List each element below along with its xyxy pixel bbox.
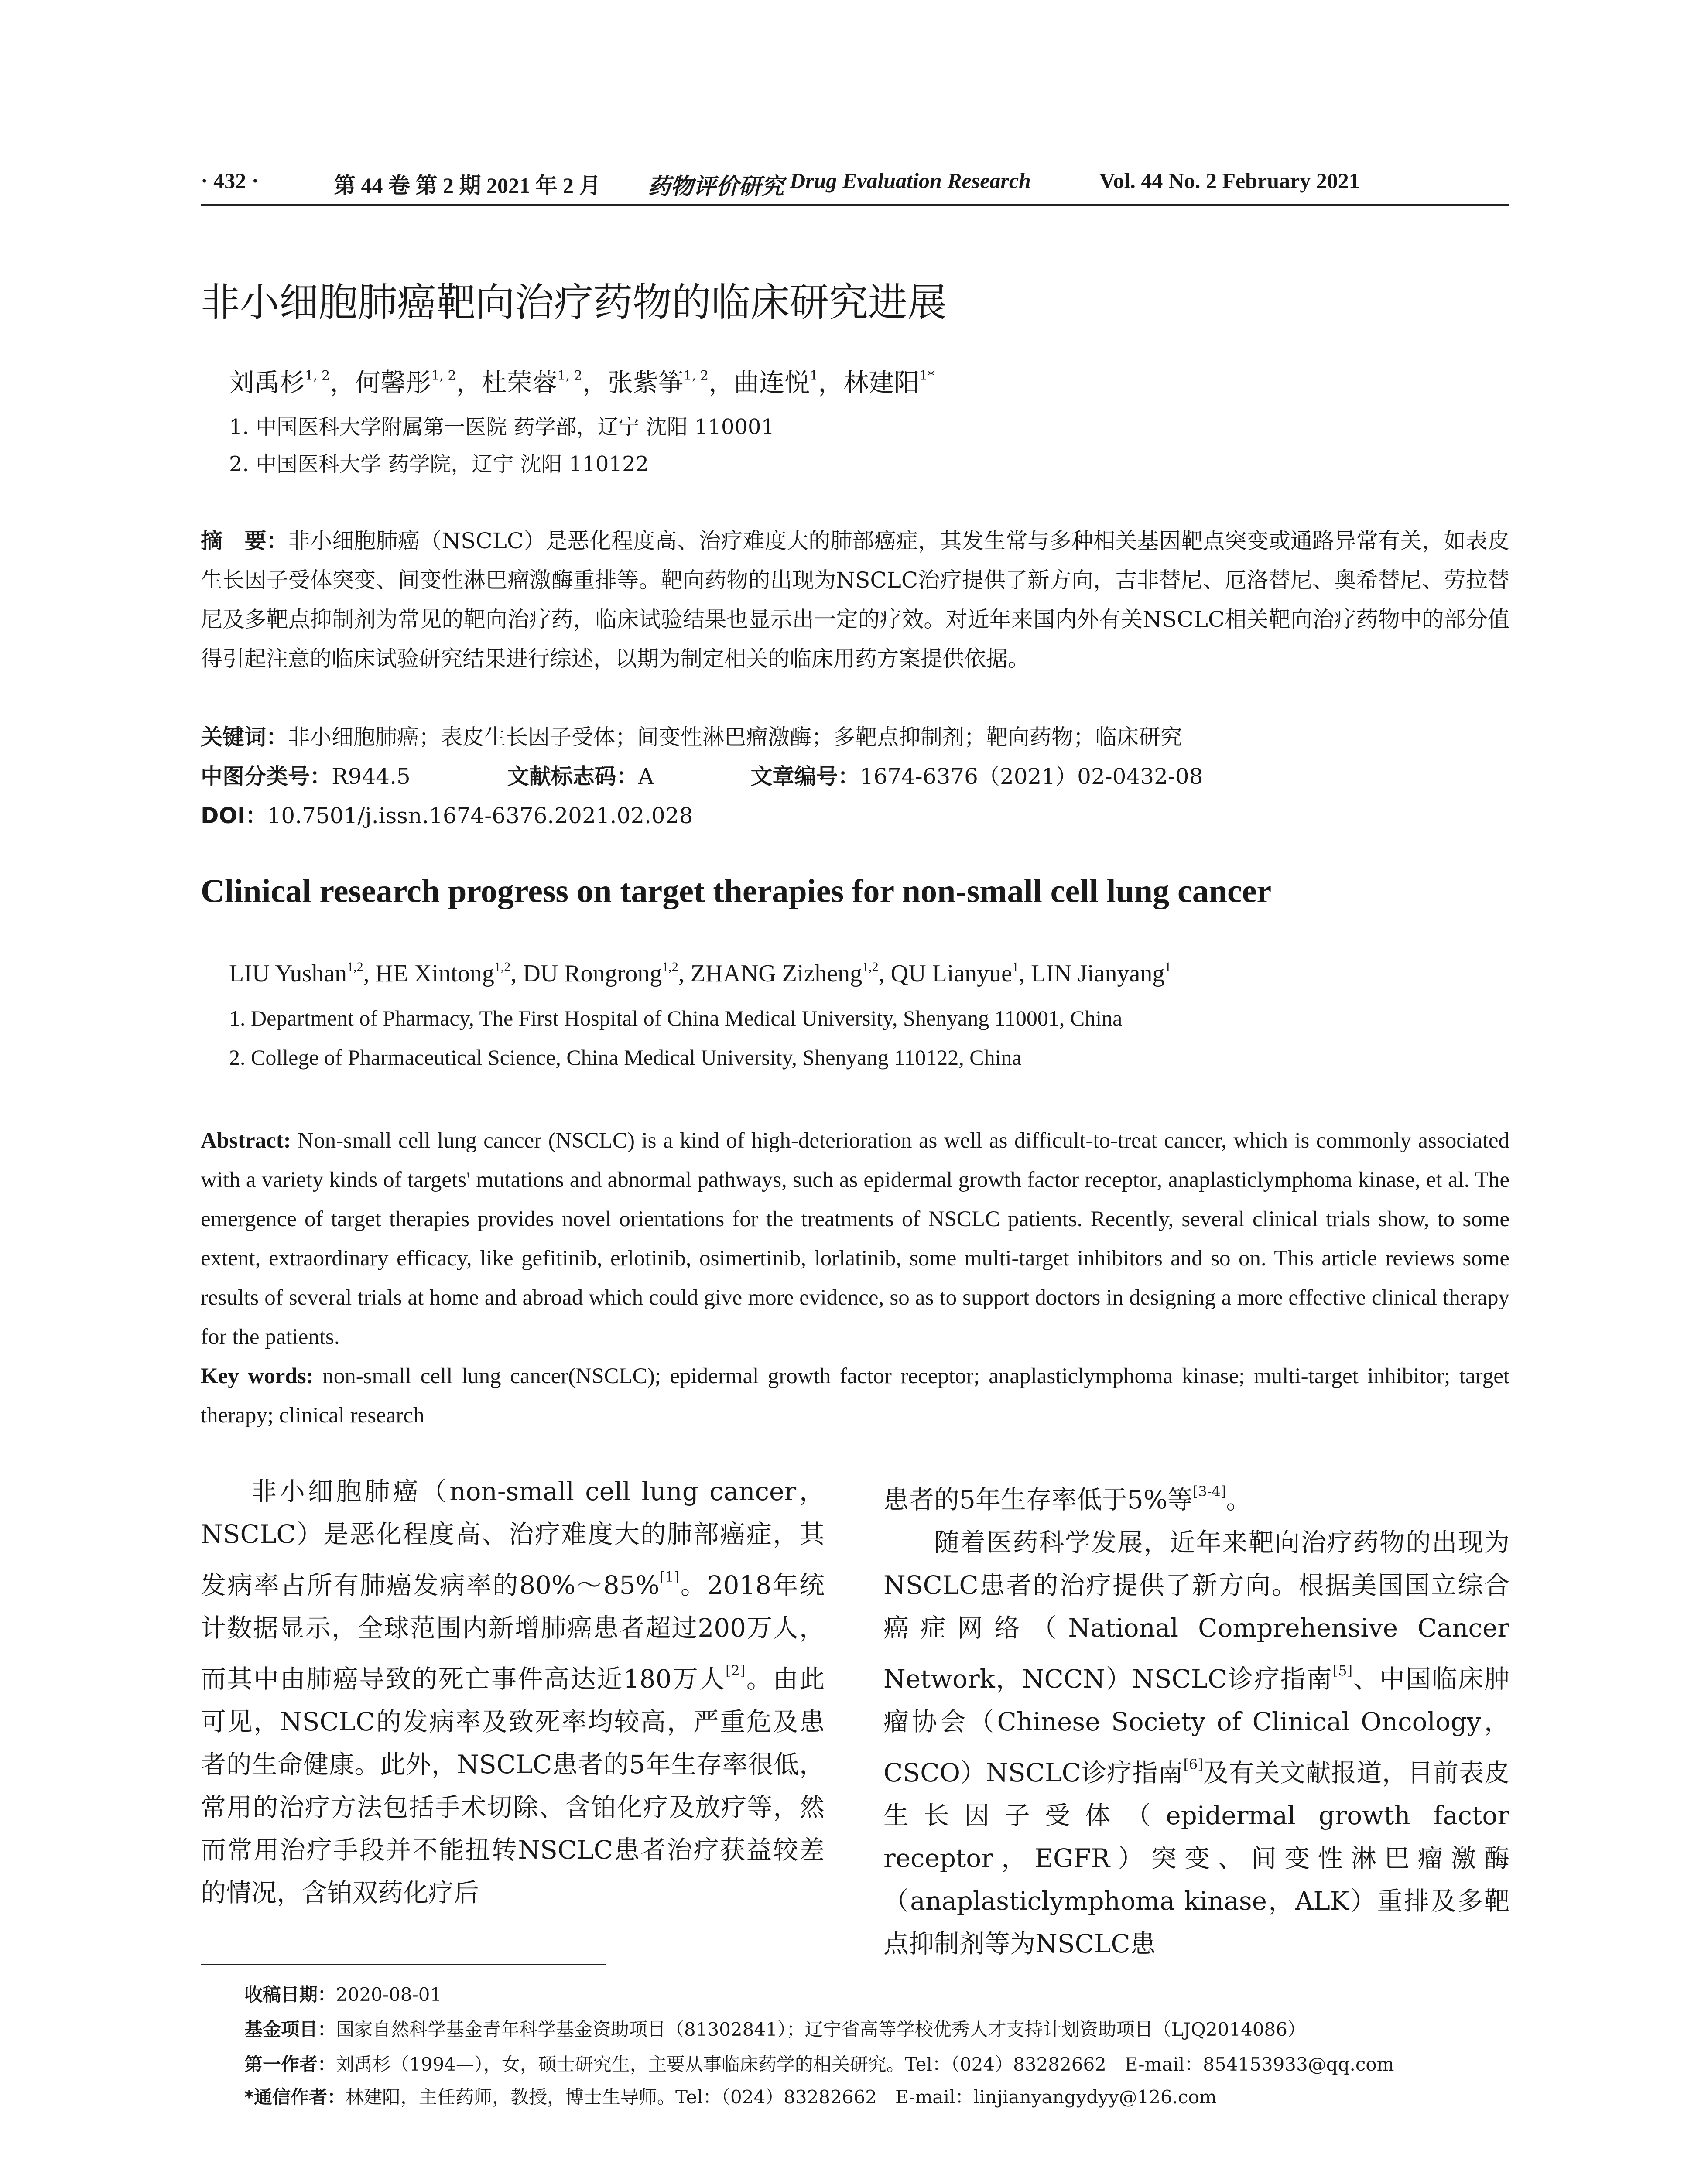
- keywords-en: [201, 1357, 1509, 1435]
- doi-line: [201, 798, 693, 830]
- body-text: 。由此可见，NSCLC的发病率及致死率均较高，严重危及患者的生命健康。此外，NSCLC患者的5年生存率很低，常用的治疗方法包括手术切除、含铂化疗及放疗等，然而常用治疗手段并不能扭转NSCLC患者治疗获益较差的情况，含铂双药化疗后: [201, 1664, 825, 1908]
- footnote-received: [244, 1980, 442, 2007]
- en-author-affiliation-mark: 1,2: [347, 960, 363, 974]
- footnote-rule: [201, 1964, 606, 1965]
- keywords-cn-text: 非小细胞肺癌；表皮生长因子受体；间变性淋巴瘤激酶；多靶点抑制剂；靶向药物；临床研究: [288, 725, 1182, 750]
- footnote-fund: [244, 2015, 1306, 2041]
- body-paragraph: [883, 1470, 1509, 1521]
- cn-author-affiliation-mark: 1, 2: [431, 368, 456, 383]
- running-header: [201, 168, 1509, 198]
- issue-info-en: Vol. 44 No. 2 February 2021: [1099, 168, 1360, 193]
- cn-author-affiliation-mark: 1, 2: [305, 368, 330, 383]
- journal-logo-cn: 药物评价研究: [648, 173, 784, 200]
- author-separator: ，: [456, 368, 482, 397]
- doi-label: DOI：: [201, 803, 267, 828]
- body-text: 随着医药科学发展，近年来靶向治疗药物的出现为NSCLC患者的治疗提供了新方向。根据美国国立综合癌症网络（National Comprehensive Cancer Network，NCCN）NSCLC诊疗指南: [883, 1528, 1509, 1694]
- cn-author-name: 何馨彤: [355, 368, 431, 397]
- abstract-en: [201, 1121, 1509, 1357]
- journal-name-en: Drug Evaluation Research: [790, 168, 1031, 193]
- page-number: · 432 ·: [201, 168, 259, 193]
- author-separator: ,: [363, 960, 376, 987]
- en-author-affiliation-mark: 1,2: [662, 960, 678, 974]
- article-title-en: Clinical research progress on target therapies for non-small cell lung cancer: [201, 873, 1272, 909]
- received-value: 2020-08-01: [336, 1984, 442, 2005]
- keywords-cn-label: 关键词：: [201, 725, 288, 750]
- en-author-name: ZHANG Zizheng: [690, 960, 863, 987]
- first-author-label: 第一作者：: [244, 2054, 336, 2075]
- citation-mark: [1]: [659, 1569, 679, 1585]
- abstract-cn-label: 摘 要：: [201, 528, 288, 554]
- abstract-en-label: Abstract:: [201, 1128, 291, 1153]
- citation-mark: [2]: [726, 1662, 746, 1679]
- citation-mark: [6]: [1183, 1756, 1203, 1773]
- author-separator: ，: [582, 368, 608, 397]
- body-column-right: [883, 1470, 1509, 1965]
- author-separator: ,: [510, 960, 523, 987]
- author-separator: ，: [330, 368, 356, 397]
- abstract-en-text: Non-small cell lung cancer (NSCLC) is a kind of high-deterioration as well as difficult-to-treat cancer, which is commonly associated with a variety kinds of targets' mutations and abnormal pathways, such as epidermal growth factor receptor, anaplasticlymphoma kinase, et al. The emergence of target therapies provides novel orientations for the treatments of NSCLC patients. Recently, several clinical trials show, to some extent, extraordinary efficacy, like gefitinib, erlotinib, osimertinib, lorlatinib, some multi-target inhibitors and so on. This article reviews some results of several trials at home and abroad which could give more evidence, so as to support doctors in designing a more effective clinical therapy for the patients.: [201, 1128, 1510, 1349]
- citation-mark: [5]: [1332, 1662, 1353, 1679]
- en-author-affiliation-mark: 1,2: [862, 960, 879, 974]
- received-label: 收稿日期：: [244, 1984, 336, 2005]
- body-text: 。: [1226, 1485, 1252, 1514]
- author-separator: ，: [709, 368, 734, 397]
- cn-author-affiliation-mark: 1, 2: [683, 368, 709, 383]
- footnote-corresponding: [244, 2083, 1217, 2109]
- body-text: 。2018年统计数据显示，全球范围内新增肺癌患者超过200万人，而其中由肺癌导致的死亡事件高达近180万人: [201, 1570, 825, 1694]
- affiliation-en-1: 1. Department of Pharmacy, The First Hospital of China Medical University, Shenyang 110001, China: [229, 1006, 1123, 1030]
- author-list-cn: [229, 362, 934, 399]
- author-separator: ,: [678, 960, 691, 987]
- affiliation-cn-2: 2. 中国医科大学 药学院，辽宁 沈阳 110122: [229, 452, 649, 476]
- en-author-affiliation-mark: 1: [1164, 960, 1171, 974]
- cn-author-affiliation-mark: 1: [810, 368, 818, 383]
- fund-label: 基金项目：: [244, 2019, 336, 2040]
- body-paragraph: [201, 1470, 825, 1914]
- cn-author-affiliation-mark: 1*: [919, 368, 934, 383]
- body-text: 非小细胞肺癌（non-small cell lung cancer，NSCLC）是恶化程度高、治疗难度大的肺部癌症，其发病率占所有肺癌发病率的80%～85%: [201, 1477, 825, 1600]
- en-author-name: HE Xintong: [375, 960, 494, 987]
- corresponding-value: 林建阳，主任药师，教授，博士生导师。Tel：（024）83282662 E-mail：linjianyangydyy@126.com: [345, 2086, 1217, 2108]
- issue-info-cn: 第 44 卷 第 2 期 2021 年 2 月: [334, 173, 601, 198]
- fund-value: 国家自然科学基金青年科学基金资助项目（81302841）；辽宁省高等学校优秀人才支持计划资助项目（LJQ2014086）: [336, 2019, 1306, 2040]
- first-author-value: 刘禹杉（1994—），女，硕士研究生，主要从事临床药学的相关研究。Tel：（024）83282662 E-mail：854153933@qq.com: [336, 2054, 1394, 2075]
- en-author-name: QU Lianyue: [890, 960, 1013, 987]
- abstract-cn: [201, 521, 1509, 678]
- affiliation-en-2: 2. College of Pharmaceutical Science, China Medical University, Shenyang 110122, China: [229, 1045, 1022, 1070]
- clc-label: 中图分类号：: [201, 764, 332, 789]
- author-separator: ,: [878, 960, 891, 987]
- body-text: 及有关文献报道，目前表皮生长因子受体（epidermal growth factor receptor，EGFR）突变、间变性淋巴瘤激酶（anaplasticlymphoma kinase，ALK）重排及多靶点抑制剂等为NSCLC患: [883, 1758, 1509, 1959]
- cn-author-name: 曲连悦: [734, 368, 810, 397]
- keywords-en-label: Key words:: [201, 1364, 314, 1388]
- author-list-en: [229, 960, 1171, 988]
- en-author-affiliation-mark: 1: [1012, 960, 1019, 974]
- abstract-cn-text: 非小细胞肺癌（NSCLC）是恶化程度高、治疗难度大的肺部癌症，其发生常与多种相关基因靶点突变或通路异常有关，如表皮生长因子受体突变、间变性淋巴瘤激酶重排等。靶向药物的出现为NSCLC治疗提供了新方向，吉非替尼、厄洛替尼、奥希替尼、劳拉替尼及多靶点抑制剂为常见的靶向治疗药，临床试验结果也显示出一定的疗效。对近年来国内外有关NSCLC相关靶向治疗药物中的部分值得引起注意的临床试验研究结果进行综述，以期为制定相关的临床用药方案提供依据。: [201, 528, 1510, 671]
- author-separator: ,: [1019, 960, 1031, 987]
- cn-author-name: 林建阳: [843, 368, 920, 397]
- cn-author-name: 张紫筝: [607, 368, 684, 397]
- en-author-affiliation-mark: 1,2: [494, 960, 511, 974]
- keywords-en-text: non-small cell lung cancer(NSCLC); epidermal growth factor receptor; anaplasticlymphoma kinase; multi-target inhibitor; target therapy; clinical research: [201, 1364, 1510, 1428]
- doc-code-label: 文献标志码：: [507, 764, 638, 789]
- doi-value: 10.7501/j.issn.1674-6376.2021.02.028: [267, 803, 693, 828]
- citation-mark: [3-4]: [1192, 1483, 1226, 1500]
- doc-code-value: A: [638, 764, 654, 789]
- header-rule: [201, 204, 1509, 206]
- body-column-left: [201, 1470, 825, 1914]
- en-author-name: LIU Yushan: [229, 960, 347, 987]
- corresponding-label: *通信作者：: [244, 2086, 346, 2108]
- article-number-value: 1674-6376（2021）02-0432-08: [859, 764, 1203, 789]
- classification-line: [201, 759, 1203, 790]
- body-text: 患者的5年生存率低于5%等: [883, 1485, 1193, 1514]
- en-author-name: DU Rongrong: [523, 960, 662, 987]
- cn-author-name: 杜荣蓉: [481, 368, 558, 397]
- keywords-cn: [201, 720, 1182, 751]
- footnote-first-author: [244, 2050, 1394, 2076]
- en-author-name: LIN Jianyang: [1031, 960, 1165, 987]
- cn-author-name: 刘禹杉: [229, 368, 305, 397]
- article-title-cn: 非小细胞肺癌靶向治疗药物的临床研究进展: [201, 280, 947, 325]
- article-number-label: 文章编号：: [750, 764, 860, 789]
- body-paragraph: [883, 1521, 1509, 1965]
- author-separator: ，: [818, 368, 844, 397]
- affiliation-cn-1: 1. 中国医科大学附属第一医院 药学部，辽宁 沈阳 110001: [229, 415, 775, 439]
- cn-author-affiliation-mark: 1, 2: [557, 368, 582, 383]
- body-text: 、中国临床肿瘤协会（Chinese Society of Clinical Oncology，CSCO）NSCLC诊疗指南: [883, 1664, 1509, 1788]
- clc-value: R944.5: [332, 764, 411, 789]
